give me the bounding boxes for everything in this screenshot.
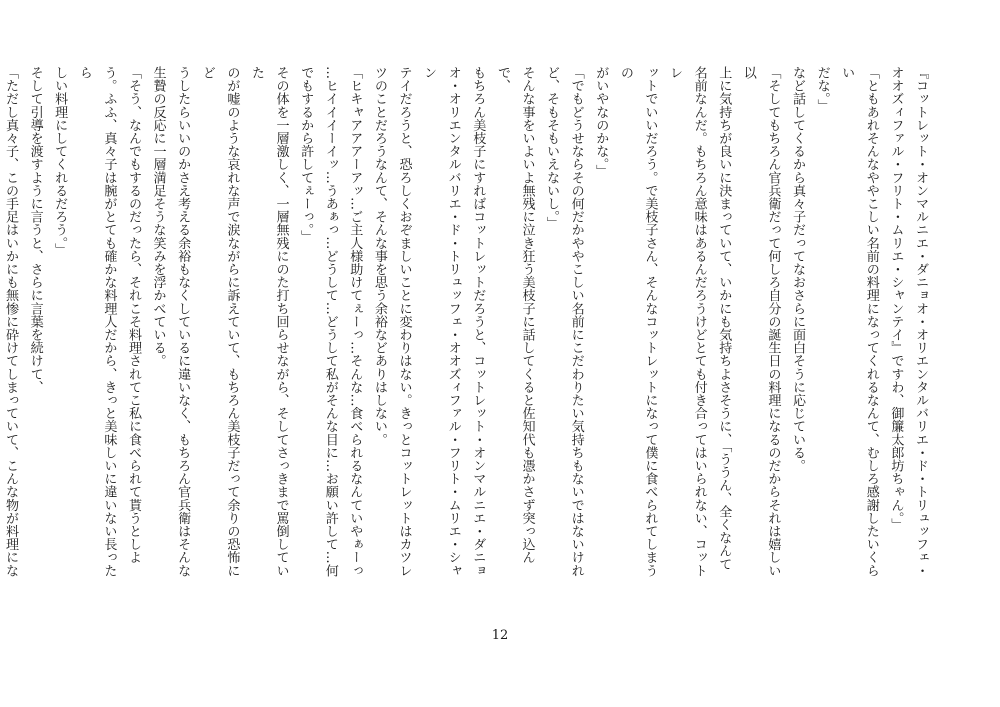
text-line: …ヒイイイーイッ…うあぁっ…どうして…どうして私がそんな目に…お願い許して…何 xyxy=(322,66,338,577)
text-line: もちろん美枝子にすればコットレットだろうと、コットレット・オンマルニエ・ダニョ xyxy=(470,66,486,577)
vertical-body-text xyxy=(3,66,932,586)
text-line: 名前なんだ。もちろん意味はあるんだろうけどとても付き合ってはいられない、コットレ xyxy=(667,66,707,577)
text-line: でもするから許してぇーっ。」 xyxy=(298,66,314,243)
text-line: のが嘘のような哀れな声で涙ながらに訴えていて、もちろん美枝子だって余りの恐怖にど xyxy=(199,66,240,577)
text-line: 「そしてもちろん官兵衛だって何しろ自分の誕生日の料理になるのだからそれは嬉しい以 xyxy=(740,66,781,577)
text-line: ットでいいだろう。で美枝子さん、そんなコットレットになって僕に食べられてしまうの xyxy=(617,66,658,577)
text-line: その体を一層激しく、一層無残にのた打ち回らせながら、そしてさっきまで罵倒していた xyxy=(248,66,289,577)
text-line: ど、そもそもいえないし。」 xyxy=(544,66,560,230)
text-line: がいやなのかな。」 xyxy=(593,66,609,178)
text-line: など話してくるから真々子だってなおさらに面白そうに応じている。 xyxy=(790,66,806,473)
text-line: そんな事をいよいよ無残に泣き狂う美枝子に話してくると佐知代も憑かさず突っ込んで、 xyxy=(494,66,535,564)
text-line: 上に気持ちが良いに決まっていて、いかにも気持ちよさそうに、「ううん、全くなんて xyxy=(716,66,732,571)
page-number: 12 xyxy=(491,628,509,643)
text-line: 「でもどうせならその何だかややこしい名前にこだわりたい気持ちもないではないけれ xyxy=(568,66,584,577)
text-line: 生贄の反応に一層満足そうな笑みを浮かべている。 xyxy=(150,66,166,368)
text-line: 「ヒキャアアアーアッ…ご主人様助けてぇーっ…そんな…食べられるなんていやぁーっ xyxy=(347,66,363,577)
text-line: 「ともあれそんなややこしい名前の料理になってくれるなんて、むしろ感謝したいくらい xyxy=(839,66,879,577)
text-line: 「そう、なんでもするのだったら、それこそ料理されてこ私に食べられて貰うとしよ xyxy=(126,66,141,564)
text-line: ツのことだろうなんて、そんな事を思う余裕などありはしない。 xyxy=(371,66,387,446)
text-line: 『コットレット・オンマルニエ・ダニョオ・オリエンタルバリエ・ド・トリュッフェ・ xyxy=(913,66,928,577)
text-line: しい料理にしてくれるだろう。」 xyxy=(52,66,68,256)
text-line: オオズィファル・フリト・ムリエ・シャンテイ』ですわ、御簾太郎坊ちゃん。」 xyxy=(888,66,904,532)
text-line: オ・オリエンタルバリエ・ド・トリュッフェ・オオズィファル・フリト・ムリエ・シャン xyxy=(421,66,461,577)
text-line: うしたらいいのかさえ考える余裕もなくしているに違いなく、もちろん官兵衛はそんな xyxy=(175,66,191,577)
text-line: 「ただし真々子、この手足はいかにも無惨に砕けてしまっていて、こんな物が料理にな xyxy=(3,66,19,577)
text-line: そして引導を渡すように言うと、さらに言葉を続けて、 xyxy=(27,66,43,394)
text-line: だな。」 xyxy=(814,66,830,112)
text-line: う。ふふ、真々子は腕がとても確かな料理人だから、きっと美味しいに違いない長ったら xyxy=(76,66,117,577)
text-line: テイだろうと、恐ろしくおぞましいことに変わりはない。きっとコットレットはカツレ xyxy=(396,66,412,577)
